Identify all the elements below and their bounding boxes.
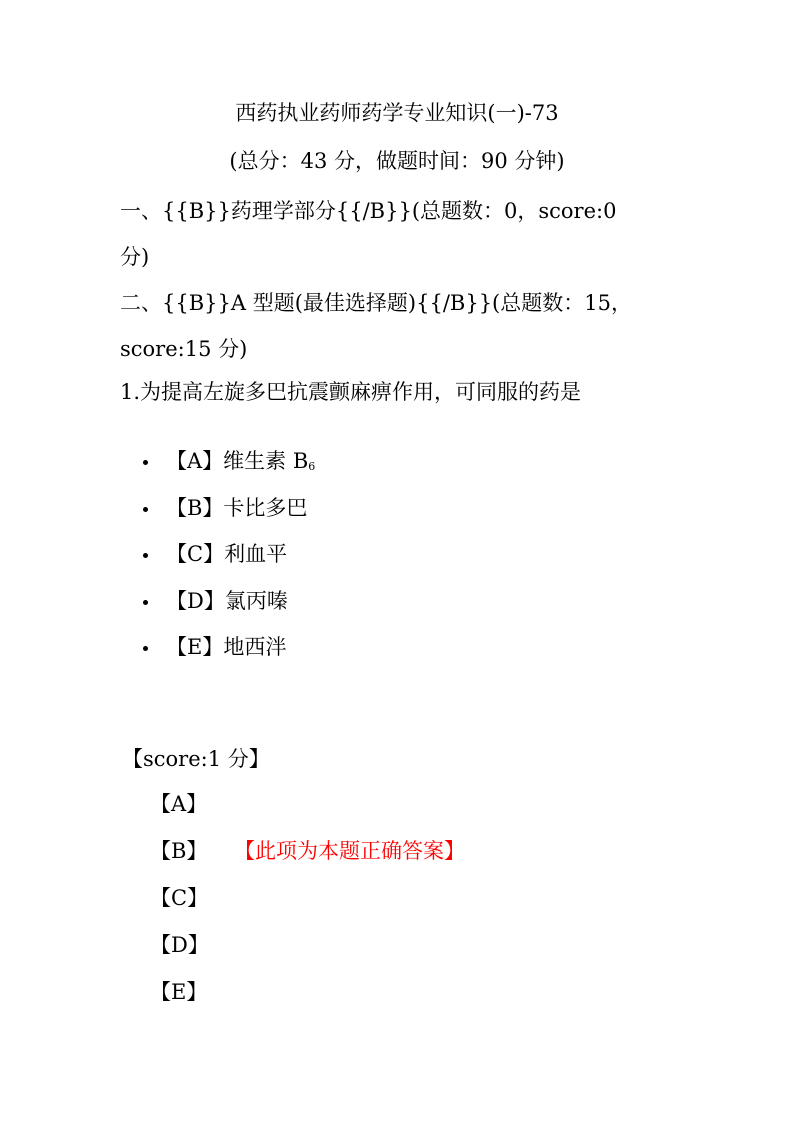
option-item [140,438,315,485]
bullet-icon [143,553,148,558]
bullet-icon [143,600,148,605]
answer-row [150,974,465,1021]
correct-answer-marker: 【此项为本题正确答案】 [234,839,465,863]
section-heading-line: 一、{{B}}药理学部分{{/B}}(总题数：0，score:0 [120,199,617,223]
question-score: 【score:1 分】 [122,747,270,771]
page-title: 西药执业药师药学专业知识(一)-73 [235,101,559,125]
section-heading-2 [120,280,680,372]
answer-key [150,786,465,1021]
option-item [140,531,315,578]
answer-letter: 【E】 [150,980,208,1004]
option-label: 【E】地西泮 [166,635,287,659]
answer-row [150,786,465,833]
bullet-icon [143,460,148,465]
section-heading-1 [120,188,680,280]
option-label: 【B】卡比多巴 [166,495,308,520]
option-item [140,578,315,625]
answer-letter: 【C】 [150,886,209,910]
option-label: 【D】氯丙嗪 [166,588,288,613]
answer-row [150,833,465,880]
bullet-icon [143,646,148,651]
section-heading-line: 二、{{B}}A 型题(最佳选择题){{/B}}(总题数：15， [120,291,632,315]
answer-row [150,880,465,927]
answer-letter: 【D】 [150,933,209,957]
bullet-icon [143,507,148,512]
option-label: 【C】利血平 [166,542,288,566]
answer-letter: 【B】 [150,839,208,863]
option-item [140,624,315,671]
option-item [140,485,315,532]
option-subscript: 6 [308,460,316,473]
answer-row [150,927,465,974]
question-text: 1.为提高左旋多巴抗震颤麻痹作用，可同服的药是 [120,380,582,404]
option-list [140,438,315,671]
section-heading-line: 分) [120,245,150,269]
answer-letter: 【A】 [150,792,208,816]
exam-summary: (总分：43 分，做题时间：90 分钟) [229,149,565,173]
section-heading-line: score:15 分) [120,337,248,361]
option-label: 【A】维生素 B [166,449,309,473]
